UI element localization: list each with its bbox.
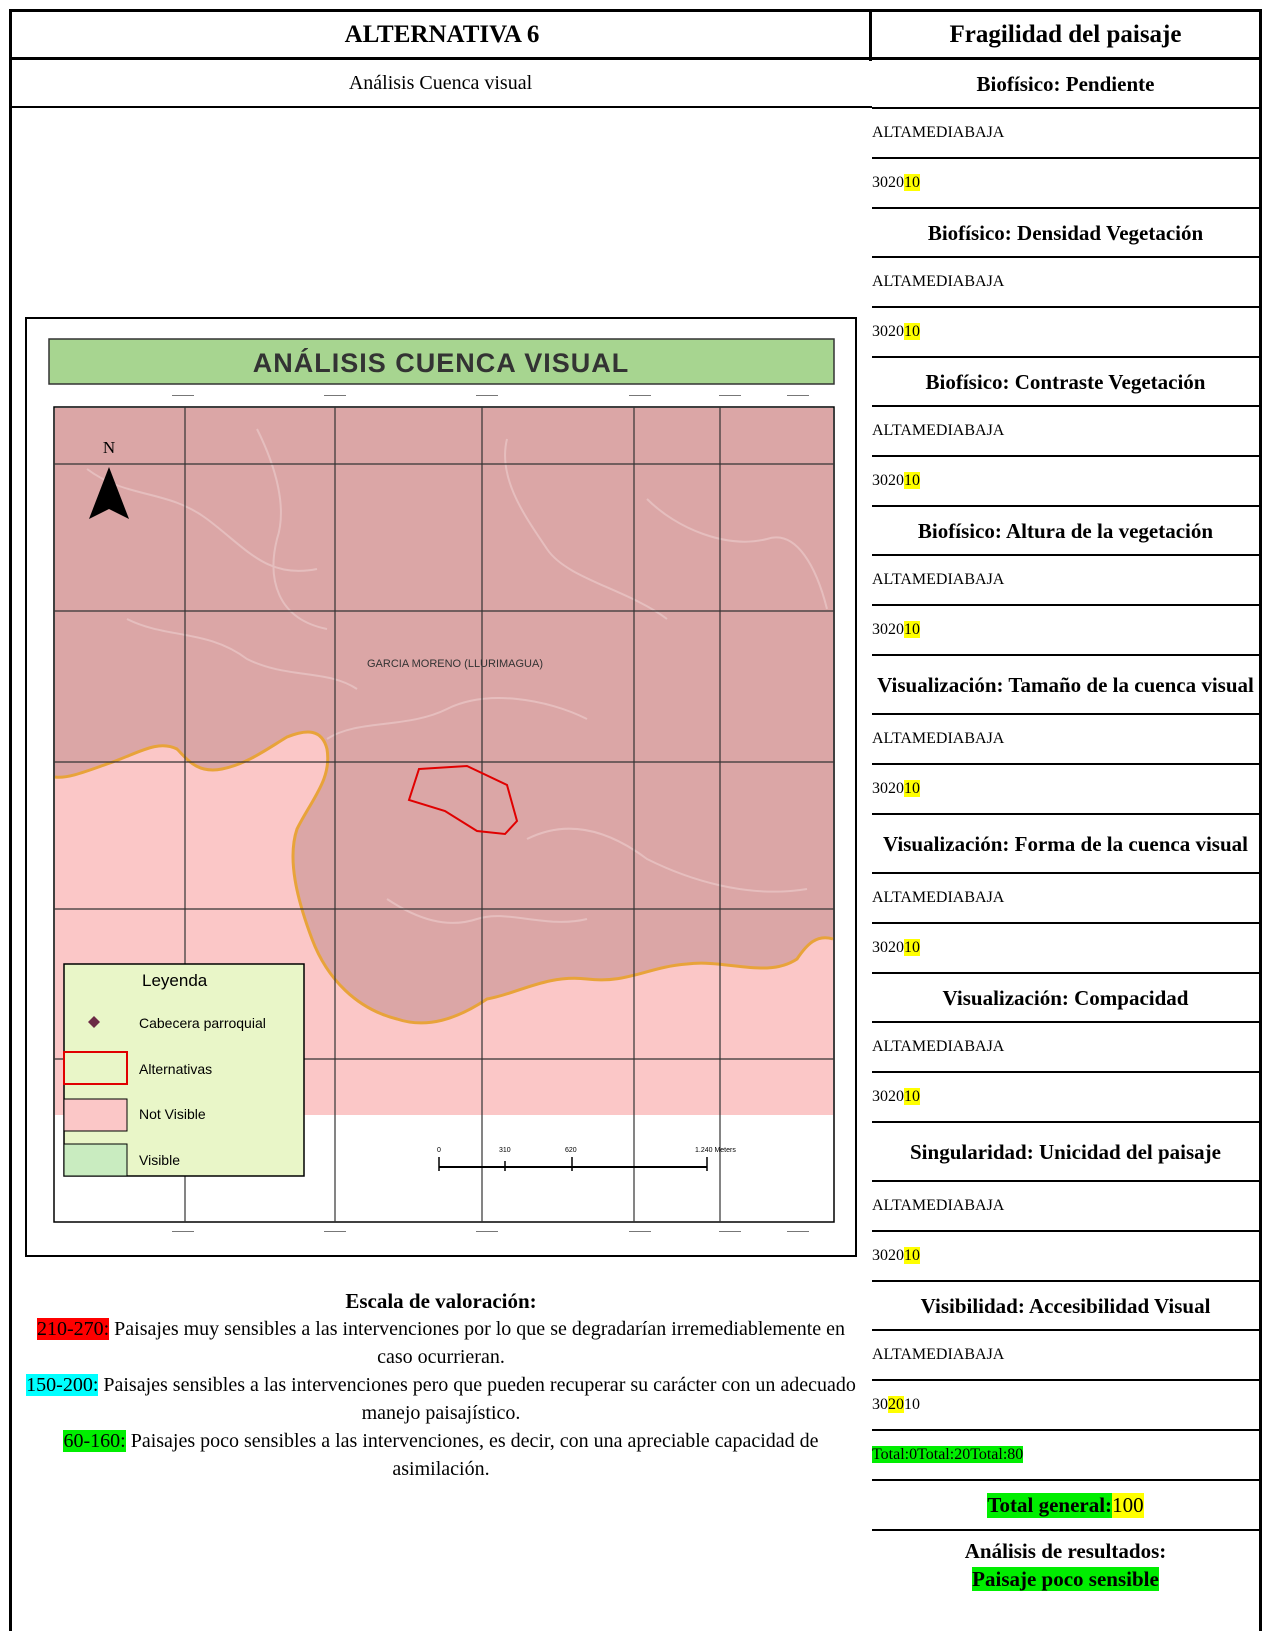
criterion-values-cell: 10 — [904, 1247, 920, 1264]
map-figure — [25, 317, 857, 1257]
analysis-results — [872, 1531, 1259, 1593]
criterion-title: Biofísico: Pendiente — [976, 71, 1155, 96]
criterion-levels — [872, 109, 1259, 157]
criterion-levels-cell: ALTA — [872, 124, 912, 141]
criterion-levels-cell: MEDIA — [911, 273, 965, 290]
criterion-values — [872, 1232, 1259, 1280]
map-title: ANÁLISIS CUENCA VISUAL — [252, 348, 630, 378]
criterion-levels-cell: BAJA — [964, 422, 1005, 439]
criterion-levels-cell: MEDIA — [911, 1346, 965, 1363]
valuation-scale — [25, 1287, 857, 1483]
criterion-values — [872, 457, 1259, 505]
criterion-title: Visualización: Forma de la cuenca visual — [883, 831, 1248, 856]
criterion-levels-cell: MEDIA — [911, 730, 965, 747]
criterion-levels-cell: ALTA — [872, 422, 912, 439]
criterion-values-cell: 10 — [904, 1396, 920, 1413]
criterion-title: Biofísico: Contraste Vegetación — [925, 369, 1206, 394]
valuation-text: Paisajes sensibles a las intervenciones pero que pueden recuperar su carácter con un adecuado manejo paisajístico. — [98, 1374, 856, 1424]
criterion-levels — [872, 874, 1259, 922]
criterion-title: Visibilidad: Accesibilidad Visual — [920, 1293, 1211, 1318]
valuation-text: Paisajes muy sensibles a las intervenciones por lo que se degradarían irremediablemente en caso ocurrieran. — [109, 1318, 846, 1368]
criterion-levels-cell: BAJA — [964, 1197, 1005, 1214]
criterion-title: Visualización: Compacidad — [942, 985, 1189, 1010]
criterion-values-cell: 30 — [872, 1088, 888, 1105]
scale-label-2: 620 — [565, 1147, 577, 1154]
criterion-title: Singularidad: Unicidad del paisaje — [910, 1139, 1221, 1164]
criterion-values-cell: 20 — [888, 939, 904, 956]
valuation-item — [25, 1427, 857, 1483]
criterion-levels-cell: MEDIA — [911, 889, 965, 906]
criterion-values-cell: 30 — [872, 621, 888, 638]
criterion-values-cell: 30 — [872, 174, 888, 191]
criterion-values-cell: 10 — [904, 472, 920, 489]
criterion-levels-cell: MEDIA — [911, 422, 965, 439]
criterion-values — [872, 159, 1259, 207]
totals-row — [872, 1431, 1259, 1479]
criterion-values-cell: 20 — [888, 323, 904, 340]
total-general-label: Total general: — [987, 1492, 1113, 1517]
criterion-values — [872, 924, 1259, 972]
criterion-values — [872, 308, 1259, 356]
scale-label-3: 1.240 Meters — [695, 1147, 736, 1154]
criterion-values-cell: 30 — [872, 1396, 888, 1413]
criterion-levels-cell: BAJA — [964, 571, 1005, 588]
criterion-levels — [872, 715, 1259, 763]
criterion-values-cell: 10 — [904, 780, 920, 797]
place-label: GARCIA MORENO (LLURIMAGUA) — [366, 658, 544, 670]
criterion-levels-cell: MEDIA — [911, 124, 965, 141]
total-general-value: 100 — [1112, 1492, 1144, 1517]
criterion-values-cell: 30 — [872, 472, 888, 489]
criterion-levels-cell: MEDIA — [911, 1197, 965, 1214]
valuation-scale-title: Escala de valoración: — [345, 1289, 537, 1313]
valuation-item — [25, 1315, 857, 1371]
page-title: ALTERNATIVA 6 — [344, 20, 540, 48]
north-label: N — [102, 438, 116, 457]
table-title: Fragilidad del paisaje — [949, 20, 1182, 48]
criterion-levels — [872, 1331, 1259, 1379]
criterion-values-cell: 30 — [872, 1247, 888, 1264]
scale-label-0: 0 — [437, 1147, 441, 1154]
legend-title: Leyenda — [142, 971, 208, 990]
criterion-levels-cell: BAJA — [964, 889, 1005, 906]
criterion-levels-cell: MEDIA — [911, 571, 965, 588]
analysis-label: Análisis de resultados: — [964, 1539, 1167, 1563]
criterion-title: Biofísico: Altura de la vegetación — [917, 518, 1214, 543]
criterion-values-cell: 10 — [904, 621, 920, 638]
fragility-table — [872, 60, 1259, 1593]
criterion-values-cell: 30 — [872, 780, 888, 797]
visible-swatch — [64, 1144, 127, 1176]
valuation-item — [25, 1371, 857, 1427]
criterion-values — [872, 1381, 1259, 1429]
criterion-levels-cell: BAJA — [964, 730, 1005, 747]
totals-row-cell: Total:20 — [917, 1446, 971, 1463]
legend-item-1: Alternativas — [139, 1061, 213, 1077]
criterion-values-cell: 20 — [888, 780, 904, 797]
criterion-values-cell: 10 — [904, 323, 920, 340]
criterion-levels — [872, 1023, 1259, 1071]
criterion-values-cell: 10 — [904, 1088, 920, 1105]
criterion-levels — [872, 407, 1259, 455]
criterion-values-cell: 20 — [888, 1088, 904, 1105]
total-general — [872, 1481, 1259, 1529]
totals-row-cell: Total:80 — [970, 1446, 1024, 1463]
criterion-levels — [872, 1182, 1259, 1230]
criterion-values — [872, 1073, 1259, 1121]
criterion-levels-cell: ALTA — [872, 730, 912, 747]
criterion-levels-cell: BAJA — [964, 1038, 1005, 1055]
criterion-levels-cell: BAJA — [964, 273, 1005, 290]
totals-row-cell: Total:0 — [872, 1446, 918, 1463]
criterion-levels-cell: BAJA — [964, 1346, 1005, 1363]
criterion-title: Visualización: Tamaño de la cuenca visual — [877, 672, 1254, 697]
criterion-values — [872, 765, 1259, 813]
criterion-levels-cell: ALTA — [872, 1197, 912, 1214]
criterion-values-cell: 20 — [888, 174, 904, 191]
criterion-levels-cell: ALTA — [872, 571, 912, 588]
map-subtitle: Análisis Cuenca visual — [348, 71, 533, 94]
scale-label-1: 310 — [499, 1147, 511, 1154]
criterion-values-cell: 30 — [872, 323, 888, 340]
not-visible-swatch — [64, 1099, 127, 1131]
criterion-levels-cell: ALTA — [872, 889, 912, 906]
criterion-values-cell: 30 — [872, 939, 888, 956]
valuation-text: Paisajes poco sensibles a las intervenciones, es decir, con una apreciable capacidad de asimilación. — [125, 1430, 819, 1480]
valuation-range: 150-200: — [26, 1374, 99, 1396]
subtitle-rule — [9, 106, 872, 108]
criterion-levels-cell: ALTA — [872, 1346, 912, 1363]
criterion-levels-cell: BAJA — [964, 124, 1005, 141]
criterion-title: Biofísico: Densidad Vegetación — [927, 220, 1204, 245]
criterion-levels — [872, 258, 1259, 306]
criterion-values-cell: 10 — [904, 939, 920, 956]
criterion-levels-cell: ALTA — [872, 1038, 912, 1055]
criterion-values-cell: 20 — [888, 1247, 904, 1264]
criterion-levels — [872, 556, 1259, 604]
criterion-values — [872, 606, 1259, 654]
criterion-values-cell: 20 — [888, 472, 904, 489]
legend-item-0: Cabecera parroquial — [139, 1015, 266, 1031]
criterion-levels-cell: MEDIA — [911, 1038, 965, 1055]
criterion-levels-cell: ALTA — [872, 273, 912, 290]
valuation-range: 60-160: — [63, 1430, 126, 1452]
legend-item-3: Visible — [139, 1152, 180, 1168]
map-canvas — [27, 319, 857, 1257]
criterion-values-cell: 20 — [888, 1396, 904, 1413]
legend-item-2: Not Visible — [139, 1106, 206, 1122]
criterion-values-cell: 10 — [904, 174, 920, 191]
criterion-values-cell: 20 — [888, 621, 904, 638]
analysis-result: Paisaje poco sensible — [972, 1567, 1159, 1591]
valuation-range: 210-270: — [36, 1318, 110, 1340]
